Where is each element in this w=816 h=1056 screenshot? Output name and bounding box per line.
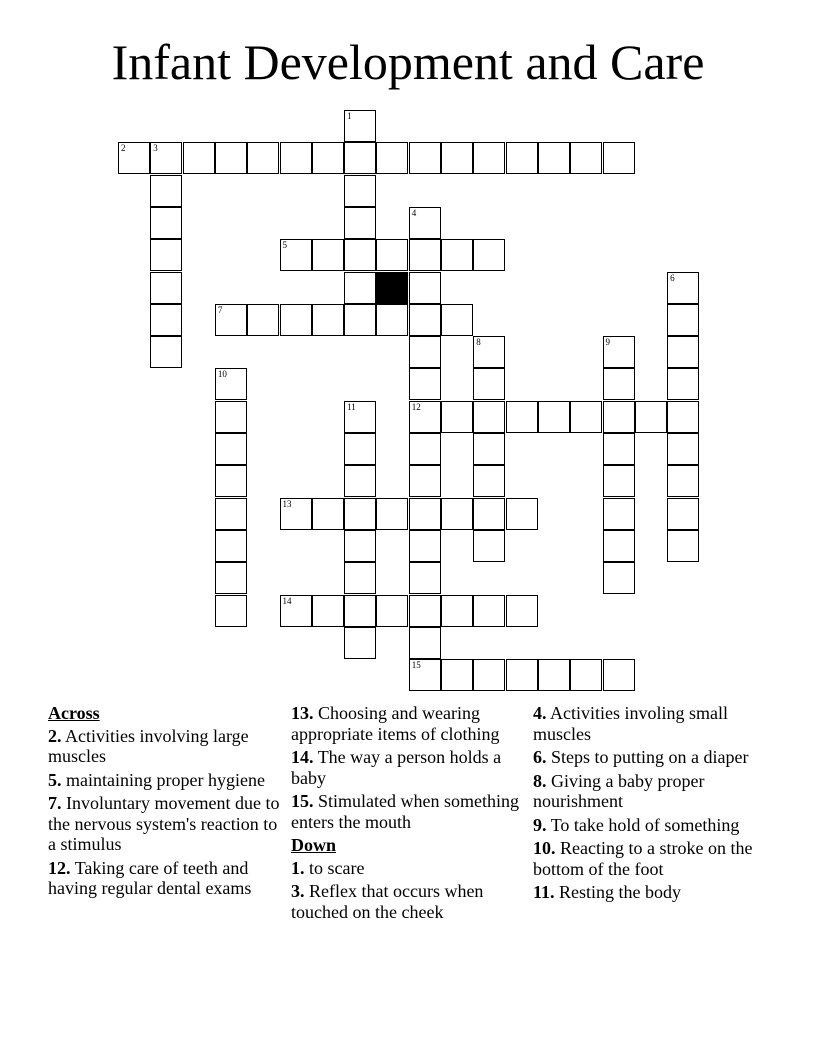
grid-cell[interactable] — [280, 142, 312, 174]
grid-cell[interactable] — [312, 595, 344, 627]
grid-cell[interactable] — [473, 595, 505, 627]
grid-cell[interactable] — [344, 465, 376, 497]
grid-cell[interactable] — [473, 465, 505, 497]
grid-cell[interactable] — [538, 142, 570, 174]
grid-cell[interactable] — [506, 498, 538, 530]
grid-cell[interactable] — [150, 239, 182, 271]
grid-cell[interactable] — [150, 272, 182, 304]
clue-down-9: 9. To take hold of something — [533, 814, 740, 835]
clue-number: 11 — [347, 401, 356, 412]
grid-cell[interactable] — [215, 368, 247, 400]
grid-cell[interactable] — [473, 659, 505, 691]
grid-cell[interactable] — [570, 401, 602, 433]
grid-cell[interactable] — [409, 433, 441, 465]
grid-cell[interactable] — [603, 433, 635, 465]
grid-cell[interactable] — [473, 433, 505, 465]
grid-cell[interactable] — [215, 304, 247, 336]
grid-cell[interactable] — [376, 142, 408, 174]
clue-across-14: 14. The way a person holds a baby — [291, 747, 502, 788]
grid-cell[interactable] — [603, 368, 635, 400]
grid-cell[interactable] — [215, 465, 247, 497]
clue-column-1 — [48, 703, 288, 902]
clue-number: 10 — [217, 369, 227, 380]
grid-cell[interactable] — [150, 207, 182, 239]
grid-cell[interactable] — [603, 498, 635, 530]
grid-cell[interactable] — [667, 304, 699, 336]
clue-number: 12 — [411, 401, 421, 412]
grid-cell[interactable] — [215, 530, 247, 562]
grid-cell[interactable] — [376, 498, 408, 530]
grid-cell[interactable] — [376, 595, 408, 627]
clue-column-3 — [533, 703, 773, 906]
clue-number: 15 — [411, 660, 421, 671]
grid-cell[interactable] — [603, 465, 635, 497]
grid-cell[interactable] — [312, 498, 344, 530]
grid-cell[interactable] — [150, 175, 182, 207]
grid-cell[interactable] — [409, 401, 441, 433]
grid-cell[interactable] — [506, 401, 538, 433]
grid-cell[interactable] — [215, 433, 247, 465]
grid-cell[interactable] — [635, 401, 667, 433]
grid-cell[interactable] — [344, 433, 376, 465]
grid-cell[interactable] — [150, 142, 182, 174]
grid-cell[interactable] — [667, 498, 699, 530]
grid-cell[interactable] — [506, 142, 538, 174]
clue-number: 1 — [347, 111, 352, 121]
grid-cell[interactable] — [280, 498, 312, 530]
grid-cell[interactable] — [409, 659, 441, 691]
grid-cell[interactable] — [570, 142, 602, 174]
clue-number: 4 — [411, 207, 417, 218]
grid-cell[interactable] — [215, 498, 247, 530]
grid-cell[interactable] — [441, 498, 473, 530]
grid-cell[interactable] — [506, 659, 538, 691]
grid-cell[interactable] — [344, 110, 376, 142]
grid-cell[interactable] — [150, 304, 182, 336]
clue-down-1: 1. to scare — [291, 857, 365, 878]
grid-cell[interactable] — [344, 498, 376, 530]
grid-cell[interactable] — [473, 401, 505, 433]
clue-across-2: 2. Activities involving large muscles — [48, 725, 249, 766]
grid-cell[interactable] — [344, 175, 376, 207]
grid-cell[interactable] — [506, 595, 538, 627]
clue-across-13: 13. Choosing and wearing appropriate items of clothing — [291, 703, 500, 744]
grid-cell[interactable] — [473, 239, 505, 271]
grid-cell[interactable] — [344, 207, 376, 239]
grid-cell[interactable] — [409, 207, 441, 239]
grid-cell[interactable] — [344, 401, 376, 433]
clue-number: 5 — [282, 240, 287, 251]
grid-cell[interactable] — [667, 433, 699, 465]
grid-cell[interactable] — [409, 465, 441, 497]
clue-down-3: 3. Reflex that occurs when touched on the cheek — [291, 881, 484, 922]
grid-cell[interactable] — [215, 142, 247, 174]
grid-cell[interactable] — [473, 368, 505, 400]
grid-cell[interactable] — [409, 530, 441, 562]
clue-number: 13 — [282, 498, 292, 509]
grid-cell[interactable] — [667, 530, 699, 562]
clue-across-7: 7. Involuntary movement due to the nervous system's reaction to a stimulus — [48, 793, 280, 854]
grid-cell[interactable] — [215, 562, 247, 594]
grid-cell[interactable] — [344, 142, 376, 174]
grid-cell[interactable] — [603, 530, 635, 562]
grid-cell[interactable] — [603, 401, 635, 433]
grid-cell[interactable] — [603, 142, 635, 174]
grid-cell[interactable] — [376, 304, 408, 336]
grid-cell[interactable] — [409, 595, 441, 627]
grid-cell[interactable] — [441, 239, 473, 271]
grid-cell[interactable] — [215, 401, 247, 433]
page-title: Infant Development and Care — [111, 34, 705, 90]
grid-cell[interactable] — [473, 336, 505, 368]
clue-down-8: 8. Giving a baby proper nourishment — [533, 770, 705, 811]
clue-number: 2 — [121, 143, 126, 154]
grid-cell[interactable] — [312, 142, 344, 174]
grid-cell[interactable] — [409, 562, 441, 594]
grid-cell[interactable] — [344, 530, 376, 562]
clue-number: 6 — [670, 272, 675, 283]
grid-cell[interactable] — [409, 368, 441, 400]
clue-down-6: 6. Steps to putting on a diaper — [533, 747, 749, 767]
grid-cell[interactable] — [409, 304, 441, 336]
grid-cell[interactable] — [667, 401, 699, 433]
clue-across-12: 12. Taking care of teeth and having regular dental exams — [48, 857, 252, 898]
grid-cell[interactable] — [441, 142, 473, 174]
grid-cell[interactable] — [409, 336, 441, 368]
grid-cell[interactable] — [409, 142, 441, 174]
grid-cell[interactable] — [441, 304, 473, 336]
grid-cell[interactable] — [538, 401, 570, 433]
grid-cell[interactable] — [409, 239, 441, 271]
clue-number: 9 — [605, 337, 610, 348]
grid-cell[interactable] — [603, 336, 635, 368]
grid-cell[interactable] — [473, 530, 505, 562]
clue-number: 8 — [476, 337, 481, 348]
clue-down-10: 10. Reacting to a stroke on the bottom of the foot — [533, 838, 753, 879]
grid-cell[interactable] — [441, 659, 473, 691]
grid-cell[interactable] — [570, 659, 602, 691]
down-heading: Down — [291, 835, 337, 855]
clue-number: 3 — [153, 143, 158, 154]
grid-cell[interactable] — [183, 142, 215, 174]
grid-cell[interactable] — [409, 627, 441, 659]
grid-block-cell — [376, 272, 408, 304]
grid-cell[interactable] — [344, 272, 376, 304]
grid-cell[interactable] — [344, 562, 376, 594]
clue-across-15: 15. Stimulated when something enters the mouth — [291, 791, 519, 832]
grid-cell[interactable] — [538, 659, 570, 691]
grid-cell[interactable] — [280, 239, 312, 271]
grid-cell[interactable] — [215, 595, 247, 627]
grid-cell[interactable] — [247, 304, 279, 336]
clue-number: 14 — [282, 595, 292, 606]
grid-cell[interactable] — [344, 595, 376, 627]
grid-cell[interactable] — [409, 272, 441, 304]
grid-cell[interactable] — [280, 595, 312, 627]
grid-cell[interactable] — [667, 465, 699, 497]
grid-cell[interactable] — [667, 368, 699, 400]
clue-number: 7 — [217, 304, 223, 315]
grid-cell[interactable] — [344, 627, 376, 659]
grid-cell[interactable] — [118, 142, 150, 174]
clue-across-5: 5. maintaining proper hygiene — [48, 769, 265, 790]
grid-cell[interactable] — [150, 336, 182, 368]
clue-down-11: 11. Resting the body — [533, 882, 682, 902]
grid-cell[interactable] — [312, 304, 344, 336]
grid-cell[interactable] — [603, 659, 635, 691]
grid-cell[interactable] — [441, 401, 473, 433]
grid-cell[interactable] — [667, 272, 699, 304]
grid-cell[interactable] — [344, 239, 376, 271]
grid-cell[interactable] — [441, 595, 473, 627]
grid-cell[interactable] — [473, 498, 505, 530]
clue-column-2 — [291, 703, 531, 925]
clue-down-4: 4. Activities involing small muscles — [533, 703, 729, 744]
grid-cell[interactable] — [409, 498, 441, 530]
grid-cell[interactable] — [473, 142, 505, 174]
grid-cell[interactable] — [247, 142, 279, 174]
grid-cell[interactable] — [376, 239, 408, 271]
grid-cell[interactable] — [312, 239, 344, 271]
grid-cell[interactable] — [344, 304, 376, 336]
grid-cell[interactable] — [603, 562, 635, 594]
across-heading: Across — [48, 703, 100, 723]
grid-cell[interactable] — [280, 304, 312, 336]
grid-cell[interactable] — [667, 336, 699, 368]
